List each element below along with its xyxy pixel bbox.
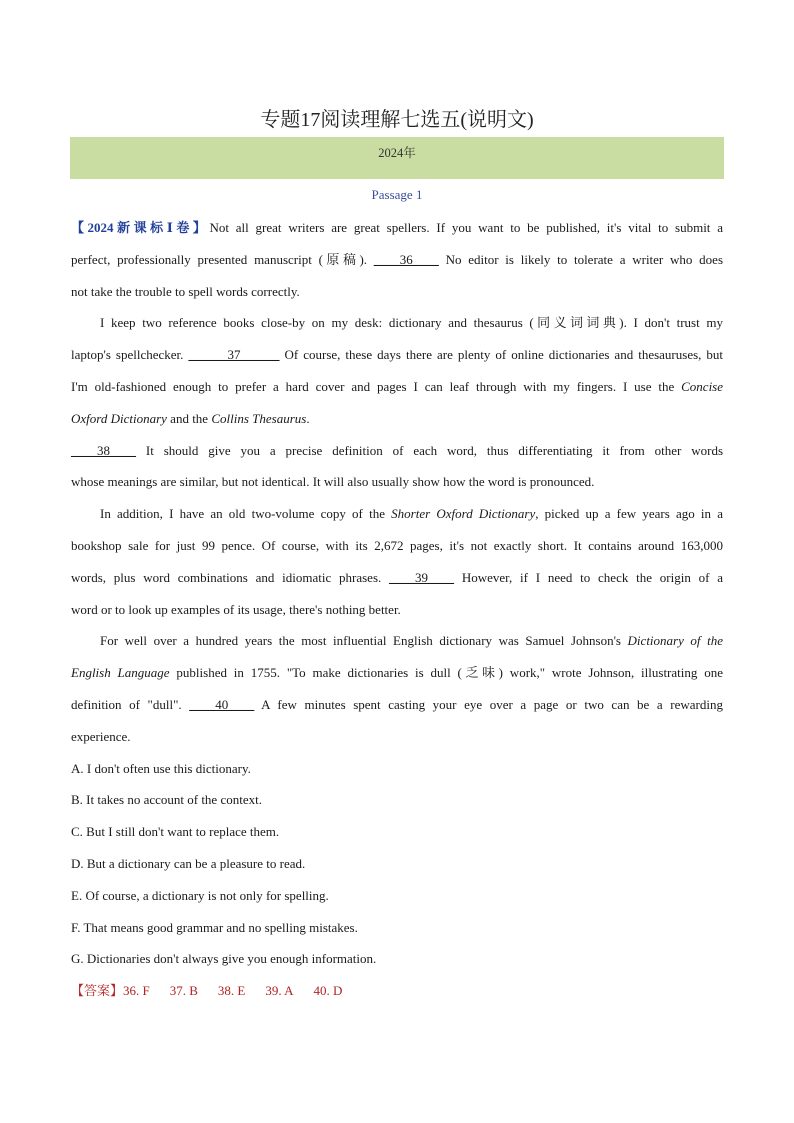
option-c: C. But I still don't want to replace them.	[71, 824, 280, 839]
paragraph-2-line-1: I keep two reference books close-by on my desk: dictionary and thesaurus (同义词词典). I don't trust my	[100, 315, 723, 330]
option-f: F. That means good grammar and no spelling mistakes.	[71, 920, 358, 935]
option-e: E. Of course, a dictionary is not only for spelling.	[71, 888, 329, 903]
blank-39: ____39____	[389, 570, 455, 585]
source-tag: 【2024新课标Ⅰ卷】	[71, 220, 210, 235]
answer-item: 38. E	[217, 983, 246, 998]
blank-36: ____36____	[373, 252, 439, 267]
paragraph-4-line-1: In addition, I have an old two-volume copy of the Shorter Oxford Dictionary, picked up a few years ago in a	[100, 506, 724, 521]
paragraph-4-line-4: word or to look up examples of its usage, there's nothing better.	[71, 602, 401, 617]
passage-title: Passage 1	[371, 187, 423, 202]
page-title: 专题17阅读理解七选五(说明文)	[260, 109, 534, 131]
paragraph-5-line-2: English Language published in 1755. "To make dictionaries is dull (乏味) work," wrote Johnson, illustrating one	[71, 665, 723, 680]
paragraph-1-line-3: not take the trouble to spell words correctly.	[71, 284, 300, 299]
option-a: A. I don't often use this dictionary.	[71, 761, 251, 776]
blank-40: ____40____	[189, 697, 255, 712]
paragraph-3-line-1: ____38____ It should give you a precise definition of each word, thus differentiating it from other words	[71, 443, 723, 458]
year-band	[70, 137, 724, 179]
paragraph-2-line-4: Oxford Dictionary and the Collins Thesaurus.	[71, 411, 310, 426]
answer-item: 37. B	[169, 983, 198, 998]
paragraph-1-line-1: 【2024新课标Ⅰ卷】Not all great writers are great spellers. If you want to be published, it's vital to submit a	[71, 220, 723, 235]
answer-item: 39. A	[265, 983, 294, 998]
blank-37: ______37______	[188, 347, 280, 362]
answer-line	[71, 983, 723, 999]
year-label: 2024年	[378, 146, 416, 160]
answer-item: 36. F	[123, 983, 150, 998]
paragraph-5-line-1: For well over a hundred years the most influential English dictionary was Samuel Johnson's Dictionary of the	[100, 633, 723, 648]
paragraph-5-line-3: definition of "dull". ____40____ A few minutes spent casting your eye over a page or two can be a rewarding	[71, 697, 723, 712]
option-d: D. But a dictionary can be a pleasure to read.	[71, 856, 306, 871]
answer-item: 40. D	[313, 983, 343, 998]
option-b: B. It takes no account of the context.	[71, 792, 262, 807]
paragraph-1-line-2: perfect, professionally presented manuscript (原稿). ____36____ No editor is likely to tolerate a writer who does	[71, 252, 723, 267]
paragraph-3-line-2: whose meanings are similar, but not identical. It will also usually show how the word is pronounced.	[71, 474, 595, 489]
paragraph-2-line-3: I'm old-fashioned enough to prefer a hard cover and pages I can leaf through with my fingers. I use the Concise	[71, 379, 724, 394]
answer-tag: 【答案】	[71, 983, 124, 998]
paragraph-4-line-2: bookshop sale for just 99 pence. Of course, with its 2,672 pages, it's not exactly short. It contains around 163,000	[71, 538, 723, 553]
option-g: G. Dictionaries don't always give you enough information.	[71, 951, 377, 966]
paragraph-4-line-3: words, plus word combinations and idiomatic phrases. ____39____ However, if I need to check the origin of a	[71, 570, 723, 585]
blank-38: ____38____	[71, 443, 136, 458]
paragraph-5-line-4: experience.	[71, 729, 131, 744]
paragraph-2-line-2: laptop's spellchecker. ______37______ Of course, these days there are plenty of online dictionaries and thesauruses, but	[71, 347, 724, 362]
